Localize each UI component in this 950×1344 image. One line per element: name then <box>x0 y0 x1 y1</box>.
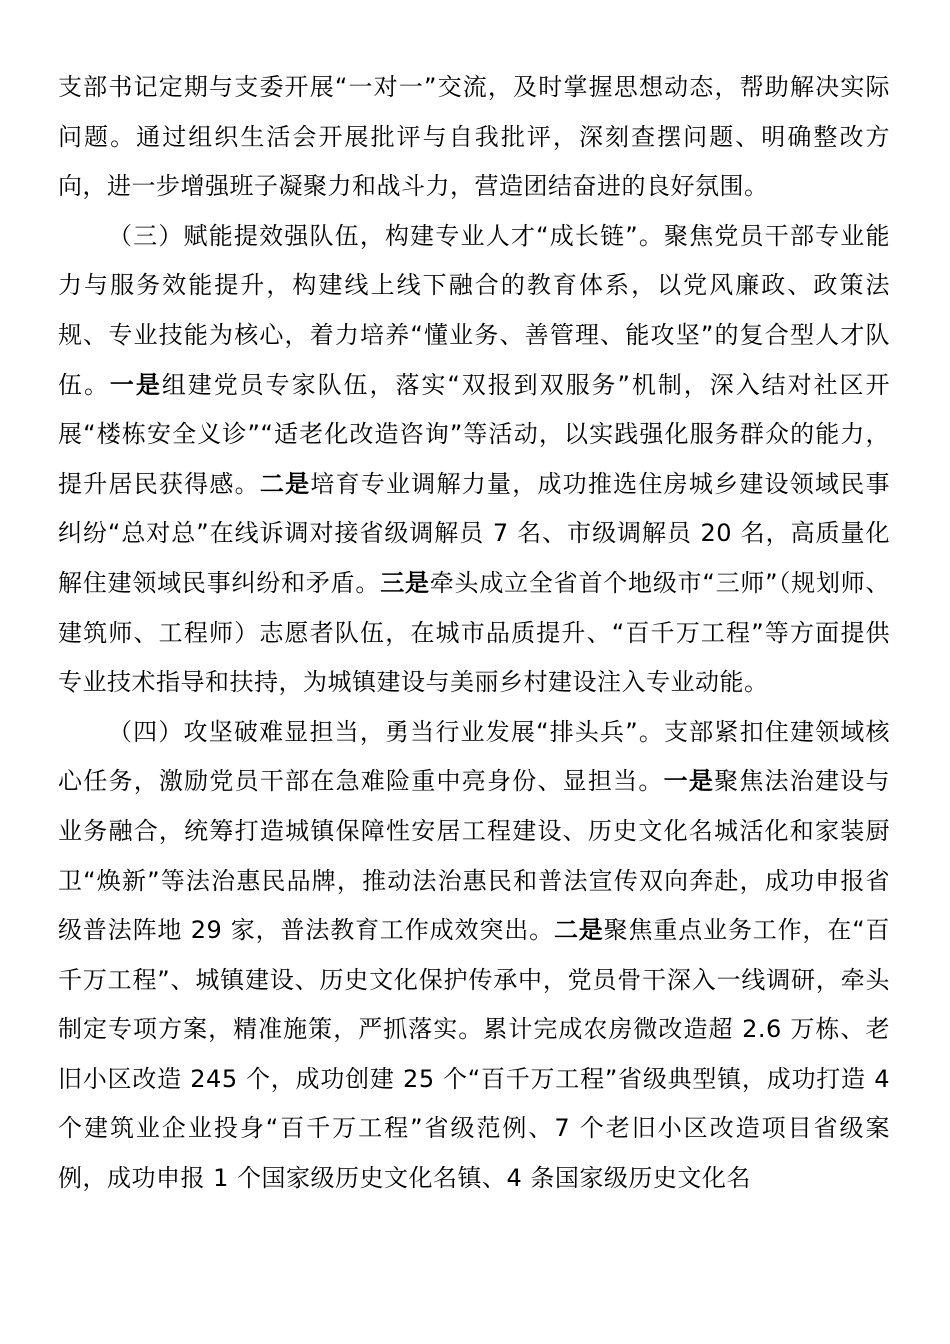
marker-second: 二是 <box>259 469 311 498</box>
paragraph-section-three <box>58 212 890 708</box>
section-four-item-two: 聚焦重点业务工作，在“百千万工程”、城镇建设、历史文化保护传承中，党员骨干深入一线调研，牵头制定专项方案，精准施策，严抓落实。累计完成农房微改造超 2.6 万栋、老旧小区改造 245 个，成功创建 25 个“百千万工程”省级典型镇，成功打造 4 个建筑业企业投身“百千万工程”省级范例、7 个老旧小区改造项目省级案例，成功申报 1 个国家级历史文化名镇、4 条国家级历史文化名 <box>58 916 891 1193</box>
section-three-item-three: 牵头成立全省首个地级市“三师”（规划师、建筑师、工程师）志愿者队伍，在城市品质提升、“百千万工程”等方面提供专业技术指导和扶持，为城镇建设与美丽乡村建设注入专业动能。 <box>58 568 891 697</box>
paragraph-branch-secretary-exchange <box>58 63 890 212</box>
section-three-item-one: 组建党员专家队伍，落实“双报到双服务”机制，深入结对社区开展“楼栋安全义诊”“适老化改造咨询”等活动，以实践强化服务群众的能力，提升居民获得感。 <box>58 370 891 498</box>
marker-second: 二是 <box>553 916 604 945</box>
marker-first: 一是 <box>109 370 162 399</box>
section-three-lead: （三）赋能提效强队伍，构建专业人才“成长链”。聚焦党员干部专业能力与服务效能提升，构建线上线下融合的教育体系，以党风廉政、政策法规、专业技能为核心，着力培养“懂业务、善管理、能攻坚”的复合型人才队伍。 <box>58 221 890 399</box>
section-three-item-two: 培育专业调解力量，成功推选住房城乡建设领域民事纠纷“总对总”在线诉调对接省级调解员 7 名、市级调解员 20 名，高质量化解住建领域民事纠纷和矛盾。 <box>58 469 890 597</box>
section-four-item-one: 聚焦法治建设与业务融合，统筹打造城镇保障性安居工程建设、历史文化名城活化和家装厨卫“焕新”等法治惠民品牌，推动法治惠民和普法宣传双向奔赴，成功申报省级普法阵地 29 家，普法教育工作成效突出。 <box>58 767 890 945</box>
paragraph-section-four <box>58 708 890 1204</box>
marker-third: 三是 <box>380 568 430 597</box>
section-four-lead: （四）攻坚破难显担当，勇当行业发展“排头兵”。支部紧扣住建领域核心任务，激励党员干部在急难险重中亮身份、显担当。 <box>58 717 890 796</box>
document-body <box>58 63 890 1204</box>
paragraph-text: 支部书记定期与支委开展“一对一”交流，及时掌握思想动态，帮助解决实际问题。通过组织生活会开展批评与自我批评，深刻查摆问题、明确整改方向，进一步增强班子凝聚力和战斗力，营造团结奋进的良好氛围。 <box>58 73 890 201</box>
marker-first: 一是 <box>663 767 715 796</box>
